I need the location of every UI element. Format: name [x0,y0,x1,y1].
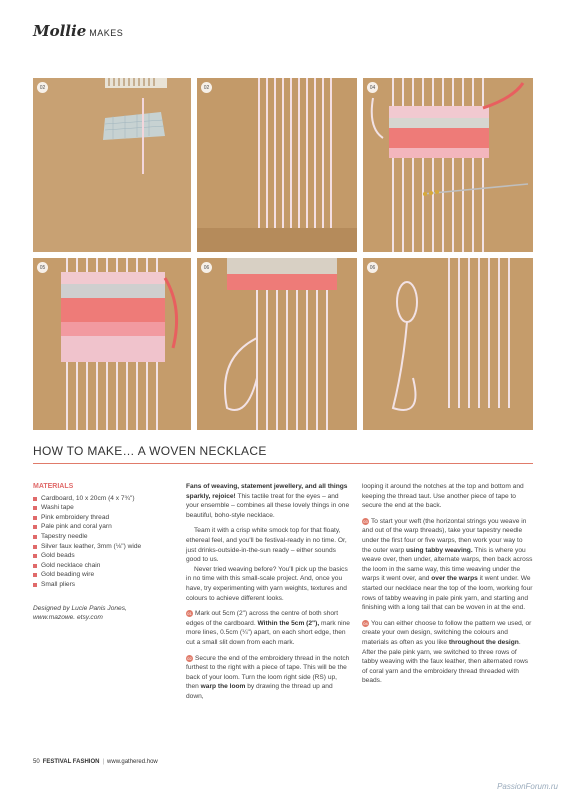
step-emphasis: Within the 5cm (2"), [257,619,320,627]
step-text: Secure the end of the embroidery thread in the notch furthest to the right with a piece of tape. This will be the back of your loom. Turn the loom right side (RS) up, then [186,654,350,691]
cardboard-notches-illustration [33,78,191,252]
intro-column [186,482,350,701]
step-number-badge: 06 [201,262,212,273]
materials-title: MATERIALS [33,483,74,490]
list-item: Gold beads [33,551,169,561]
step-number-badge: 02 [37,82,48,93]
step-emphasis: over the warps [431,575,478,583]
step-text: . After the pale pink yarn, we switched to three rows of tabby weaving with the faux leather, then alternated rows of coral yarn and the embroidery thread threaded with beads. [362,638,529,685]
designer-credit: Designed by Lucie Panis Jones, www.mazowe. etsy.com [33,604,127,622]
step-emphasis: using tabby weaving. [405,546,473,554]
woven-pattern-illustration [33,258,191,430]
intro-paragraph [186,482,350,520]
section-name: FESTIVAL FASHION [42,759,100,765]
watermark: PassionForum.ru [497,782,558,791]
step-number-badge: 02 [201,82,212,93]
page-footer [33,759,158,765]
magazine-logo-suffix: MAKES [89,28,124,38]
intro-paragraph-2: Team it with a crisp white smock top for that floaty, ethereal feel, and you'll be festival-ready in no time. Or, just drinks-outside-in-the-sun ready – either sounds good to us. [186,527,347,564]
step-text: it went under. We started our necklace near the top of the loom, working four rows of tabby weaving in pale pink yarn, and starting and finishing with a long tail that can be woven in at the end. [362,575,533,612]
list-item: Cardboard, 10 x 20cm (4 x 7¾") [33,494,169,504]
list-item: Silver faux leather, 3mm (⅛") wide [33,542,169,552]
step-emphasis: warp the loom [200,683,246,691]
step-number-icon: 02 [187,655,192,661]
loose-warps-illustration [363,258,533,430]
photo-step-6a [197,258,357,430]
steps-column [362,482,533,692]
list-item: Pale pink and coral yarn [33,522,169,532]
step-text: You can either choose to follow the pattern we used, or create your own design, switching the colours and materials as often as you like [362,619,532,646]
step-text: This is where you weave over, then under, alternate warps, then back across the loom in the same way, this time weaving under the warps it went over, and [362,546,533,583]
step-number-badge: 04 [367,82,378,93]
page-number: 50 [33,759,40,765]
list-item: Gold necklace chain [33,561,169,571]
intro-paragraph-3: Never tried weaving before? You'll pick up the basics in no time with this small-scale project. And, once you have, try experimenting with yarn weights, textures and colours to achieve different looks. [186,565,348,602]
list-item: Tapestry needle [33,532,169,542]
photo-step-1 [33,78,191,252]
step-number-icon: 01 [187,611,192,617]
photo-step-6b [363,258,533,430]
photo-step-2 [197,78,357,252]
step-emphasis: throughout the design [448,638,519,646]
materials-list [33,494,169,590]
step-text: by drawing the thread up and down, [186,683,333,700]
list-item: Pink embroidery thread [33,513,169,523]
step-2-continued: looping it around the notches at the top and bottom and keeping the thread taut. Use another piece of tape to secure the end at the back. [362,483,524,510]
step-number-badge: 06 [367,262,378,273]
step-number-icon: 03 [363,518,368,524]
intro-lead-rest: This tactile treat for the eyes – and your ensemble – combines all these lovely things in one beautiful, boho-style necklace. [186,492,350,519]
title-divider [33,463,533,464]
masthead [33,22,123,40]
page-title: HOW TO MAKE… A WOVEN NECKLACE [33,444,267,458]
step-text: mark nine more lines, 0.5cm (¼") apart, on each short edge, then cut a small slit down from each mark. [186,619,350,646]
list-item: Washi tape [33,503,169,513]
intro-lead: Fans of weaving, statement jewellery, and all things sparkly, rejoice! [186,483,348,500]
warped-loom-illustration [197,78,357,252]
list-item: Gold beading wire [33,570,169,580]
step-1 [186,609,350,647]
step-2 [186,654,350,702]
weaving-in-progress-illustration [363,78,533,252]
weaving-finished-illustration [197,258,357,430]
step-3 [362,517,533,613]
step-4 [362,619,533,686]
step-number-badge: 05 [37,262,48,273]
footer-separator: | [102,759,105,765]
materials-column [33,482,169,623]
photo-step-4 [363,78,533,252]
step-number-icon: 04 [363,620,368,626]
step-text: To start your weft (the horizontal strings you weave in and out of the warp threads), take your tapestry needle under the first four or five warps, then work your way to the outer warp [362,517,527,554]
magazine-logo: Mollie [33,22,87,40]
photo-step-5 [33,258,191,430]
footer-url: www.gathered.how [107,759,158,765]
step-text: Mark out 5cm (2") across the centre of both short edges of the cardboard. [186,610,339,627]
list-item: Small pliers [33,580,169,590]
